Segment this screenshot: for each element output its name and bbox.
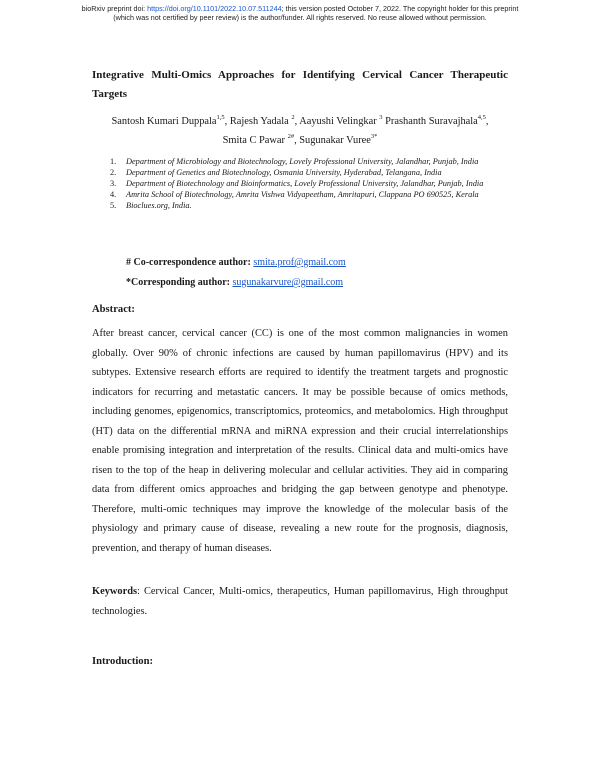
abstract-heading: Abstract: bbox=[92, 304, 135, 315]
corresponding-line bbox=[126, 277, 343, 288]
paper-title: Integrative Multi-Omics Approaches for Identifying Cervical Cancer Therapeutic Targets bbox=[92, 69, 508, 100]
author-list bbox=[92, 112, 508, 150]
banner-line-2: (which was not certified by peer review) is the author/funder. All rights reserved. No reuse allowed without permission. bbox=[113, 13, 487, 22]
co-correspondence-label: # Co-correspondence author: bbox=[126, 257, 251, 268]
keywords-paragraph bbox=[92, 582, 508, 621]
affiliation-list bbox=[110, 157, 508, 212]
keywords-text: : Cervical Cancer, Multi-omics, therapeutics, Human papillomavirus, High throughput technologies. bbox=[92, 586, 508, 617]
co-correspondence-email-link[interactable]: smita.prof@gmail.com bbox=[253, 257, 346, 268]
author: Sugunakar Vuree$^{3*}$ bbox=[299, 133, 378, 146]
affiliation-item: 4. Amrita School of Biotechnology, Amrita Vishwa Vidyapeetham, Amritapuri, Clappana PO 690525, Kerala bbox=[110, 189, 479, 199]
author: Rajesh Yadala $^2$, bbox=[229, 114, 300, 127]
affiliation-item: 3. Department of Biotechnology and Bioinformatics, Lovely Professional University, Jalandhar, Punjab, India bbox=[110, 178, 484, 188]
corresponding-label: *Corresponding author: bbox=[126, 277, 230, 288]
keywords-label: Keywords bbox=[92, 586, 138, 597]
co-correspondence-line bbox=[126, 257, 346, 268]
author: Prashanth Suravajhala$^{4,5}$, bbox=[385, 114, 489, 127]
author: Aayushi Velingkar $^3$ bbox=[299, 114, 383, 127]
affiliation-item: 2. Department of Genetics and Biotechnology, Osmania University, Hyderabad, Telangana, India bbox=[110, 167, 442, 177]
doi-link[interactable]: https://doi.org/10.1101/2022.10.07.511244 bbox=[147, 4, 282, 13]
author: Smita C Pawar $^{2\#}$, bbox=[222, 133, 300, 146]
abstract-text: After breast cancer, cervical cancer (CC) is one of the most common malignancies in women globally. Over 90% of chronic infections are caused by human papillomavirus (HPV) and its subtypes. Extensive research efforts are required to identify the treatment targets and prognostic indicators for recurring and metastatic cancers. It may be possible because of omics methods, including genomes, epigenomics, transcriptomics, proteomics, and metabolomics. High throughput (HT) data on the differential mRNA and miRNA expression and their crucial interrelationships enable promising integration and interpretation of the results. Clinical data and multi-omics have risen to the top of the heap in delivering molecular and cellular activities. They aid in comparing data from different omics approaches and bridging the gap between genotype and phenotype. Therefore, multi-omic techniques may improve the knowledge of the molecular basis of the physiology and primary cause of disease, revealing a new route for the prognosis, diagnosis, prevention, and therapy of human diseases. bbox=[92, 328, 508, 554]
corresponding-email-link[interactable]: sugunakarvure@gmail.com bbox=[232, 277, 344, 288]
affiliation-item: 1. Department of Microbiology and Biotechnology, Lovely Professional University, Jalandhar, Punjab, India bbox=[110, 157, 479, 166]
affiliation-item: 5. Bioclues.org, India. bbox=[110, 200, 192, 210]
banner-line-1: bioRxiv preprint doi: https://doi.org/10.1101/2022.10.07.511244; this version posted October 7, 2022. The copyright holder for this preprint bbox=[81, 4, 519, 13]
author: Santosh Kumari Duppala$^{1,5}$, bbox=[111, 114, 230, 127]
preprint-banner bbox=[0, 4, 600, 22]
introduction-heading: Introduction: bbox=[92, 656, 154, 667]
